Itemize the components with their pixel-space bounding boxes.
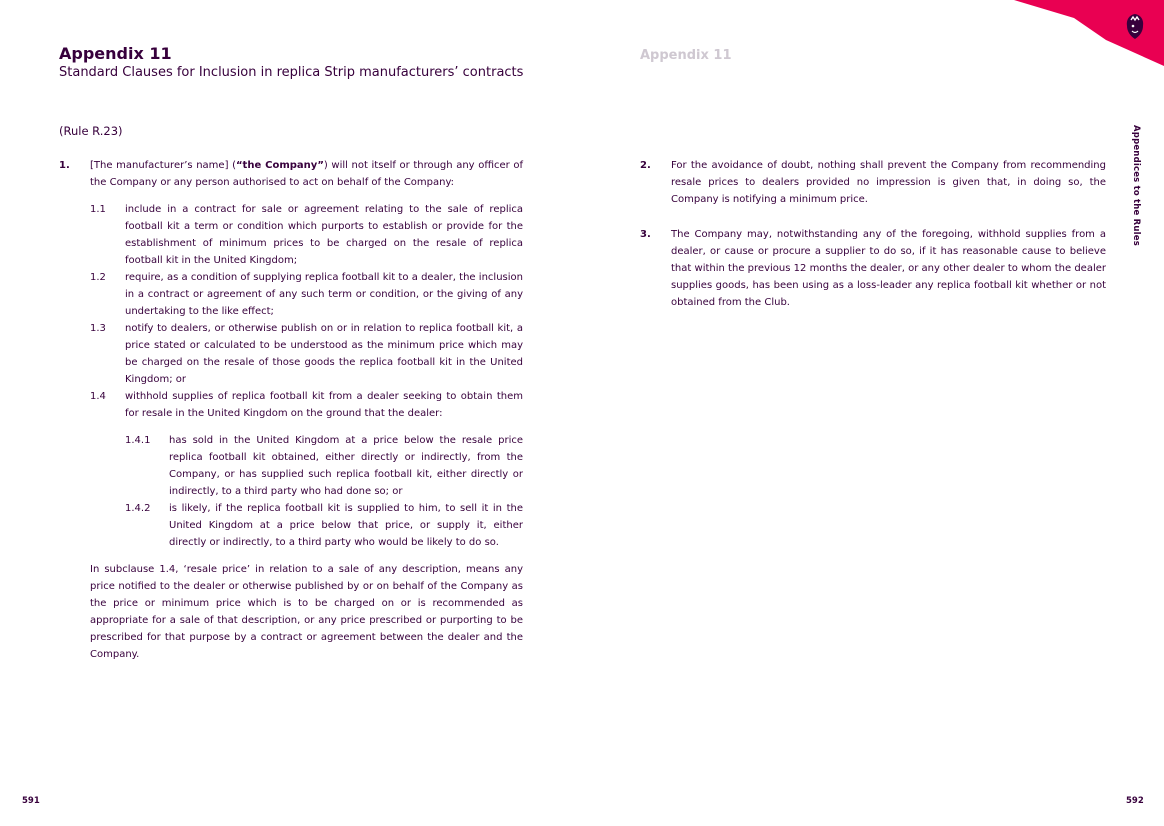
subclause-1-4 (90, 388, 523, 422)
page-subtitle: Standard Clauses for Inclusion in replica Strip manufacturers’ contracts (59, 65, 524, 80)
subclause-1-3 (90, 320, 523, 388)
right-column (640, 157, 1106, 311)
subclause-1-4-2 (125, 500, 523, 551)
clause-text (90, 157, 523, 191)
defined-term: “the Company” (235, 160, 324, 171)
lion-crest-icon (1123, 12, 1147, 42)
subclause-text: is likely, if the replica football kit is supplied to him, to sell it in the United Kingdom at a price below that price, or supply it, either directly or indirectly, to a third party who would be likely to do so. (169, 503, 523, 548)
clause-1 (59, 157, 523, 191)
page-heading (59, 44, 523, 82)
subclause-1-2 (90, 269, 523, 320)
clause-number: 3. (640, 229, 651, 240)
subclause-text: include in a contract for sale or agreement relating to the sale of replica football kit a term or condition which purports to establish or provide for the establishment of minimum prices to be charged on the resale of replica football kit in the United Kingdom; (125, 204, 523, 266)
subclause-1-4-1 (125, 432, 523, 500)
side-section-label: Appendices to the Rules (1131, 125, 1141, 247)
subclause-text: notify to dealers, or otherwise publish on or in relation to replica football kit, a price stated or calculated to be understood as the minimum price which may be charged on the resale of those goods the replica football kit in the United Kingdom; or (125, 323, 523, 385)
subclause-number: 1.4 (90, 391, 106, 402)
clause-number: 1. (59, 160, 70, 171)
subclause-1-1 (90, 201, 523, 269)
subclause-number: 1.4.2 (125, 503, 151, 514)
resale-price-definition: In subclause 1.4, ‘resale price’ in relation to a sale of any description, means any price notified to the dealer or otherwise published by or on behalf of the Company as the price or minimum price which is to be charged on or is recommended as appropriate for a sale of that description, or any price prescribed or purporting to be prescribed for that purpose by a contract or agreement between the dealer and the Company. (90, 564, 523, 660)
right-page-title: Appendix 11 (640, 48, 732, 63)
subclause-text: has sold in the United Kingdom at a price below the resale price replica football kit obtained, either directly or indirectly, from the Company, or has supplied such replica football kit, either directly or indirectly, to a third party who had done so; or (169, 435, 523, 497)
clause-text: The Company may, notwithstanding any of the foregoing, withhold supplies from a dealer, or cause or procure a supplier to do so, if it has reasonable cause to believe that within the previous 12 months the dealer, or any other dealer to whom the dealer supplies goods, has been using as a loss-leader any replica football kit whether or not obtained from the Club. (671, 229, 1106, 308)
clause-3 (640, 226, 1106, 311)
clause-text-end: ) will not itself or through any officer of the Company or any person authorised to act on behalf of the Company: (90, 160, 523, 188)
clause-2 (640, 157, 1106, 208)
clause-text: For the avoidance of doubt, nothing shall prevent the Company from recommending resale prices to dealers provided no impression is given that, in doing so, the Company is notifying a minimum price. (671, 160, 1106, 205)
subclause-number: 1.4.1 (125, 435, 151, 446)
subclause-number: 1.3 (90, 323, 106, 334)
subclause-number: 1.1 (90, 204, 106, 215)
page-title: Appendix 11 (59, 44, 172, 63)
rule-reference: (Rule R.23) (59, 124, 123, 138)
left-column (59, 157, 523, 663)
subclause-text: require, as a condition of supplying replica football kit to a dealer, the inclusion in a contract or agreement of any such term or condition, or the giving of any undertaking to the like effect; (125, 272, 523, 317)
clause-text-start: [The manufacturer’s name] ( (90, 160, 236, 171)
page-number-right: 592 (1126, 796, 1144, 806)
subclause-number: 1.2 (90, 272, 106, 283)
subclause-text: withhold supplies of replica football kit from a dealer seeking to obtain them for resale in the United Kingdom on the ground that the dealer: (125, 391, 523, 419)
clause-number: 2. (640, 160, 651, 171)
page-number-left: 591 (22, 796, 40, 806)
